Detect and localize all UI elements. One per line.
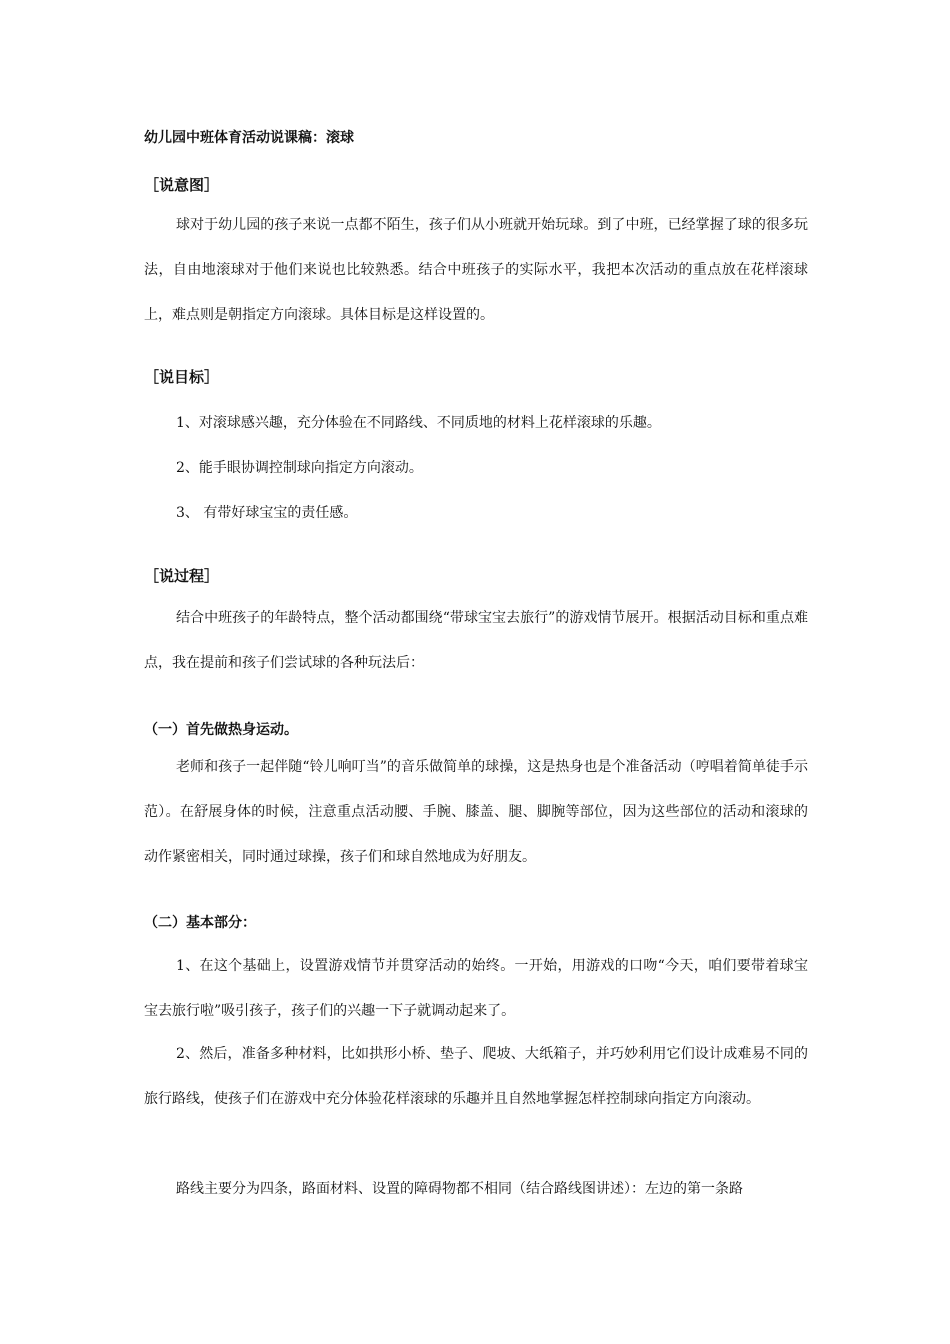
section-heading-goals: ［说目标］	[144, 368, 220, 386]
goal-item-2: 2、能手眼协调控制球向指定方向滚动。	[176, 460, 423, 476]
section-heading-process: ［说过程］	[144, 567, 220, 585]
goal-item-1: 1、对滚球感兴趣，充分体验在不同路线、不同质地的材料上花样滚球的乐趣。	[176, 415, 661, 431]
part2-paragraph-1: 1、在这个基础上，设置游戏情节并贯穿活动的始终。一开始，用游戏的口吻“今天，咱们要带着球宝宝去旅行啦”吸引孩子，孩子们的兴趣一下子就调动起来了。	[144, 958, 808, 1019]
process-intro-paragraph: 结合中班孩子的年龄特点，整个活动都围绕“带球宝宝去旅行”的游戏情节展开。根据活动目标和重点难点，我在提前和孩子们尝试球的各种玩法后：	[144, 610, 808, 671]
part2-paragraph-2: 2、然后，准备多种材料，比如拱形小桥、垫子、爬坡、大纸箱子，并巧妙利用它们设计成难易不同的旅行路线，使孩子们在游戏中充分体验花样滚球的乐趣并且自然地掌握怎样控制球向指定方向滚动。	[144, 1046, 808, 1107]
document-title: 幼儿园中班体育活动说课稿：滚球	[144, 130, 354, 146]
section-heading-intent: ［说意图］	[144, 176, 220, 194]
part2-heading: （二）基本部分：	[144, 915, 256, 931]
part1-paragraph: 老师和孩子一起伴随“铃儿响叮当”的音乐做简单的球操，这是热身也是个准备活动（哼唱着简单徒手示范）。在舒展身体的时候，注意重点活动腰、手腕、膝盖、腿、脚腕等部位，因为这些部位的活动和滚球的动作紧密相关，同时通过球操，孩子们和球自然地成为好朋友。	[144, 759, 808, 865]
part2-paragraph-3: 路线主要分为四条，路面材料、设置的障碍物都不相同（结合路线图讲述）：左边的第一条路	[176, 1181, 743, 1197]
intent-paragraph: 球对于幼儿园的孩子来说一点都不陌生，孩子们从小班就开始玩球。到了中班，已经掌握了球的很多玩法，自由地滚球对于他们来说也比较熟悉。结合中班孩子的实际水平，我把本次活动的重点放在花样滚球上，难点则是朝指定方向滚球。具体目标是这样设置的。	[144, 217, 808, 323]
goal-item-3: 3、 有带好球宝宝的责任感。	[176, 505, 358, 521]
part1-heading: （一）首先做热身运动。	[144, 722, 298, 738]
